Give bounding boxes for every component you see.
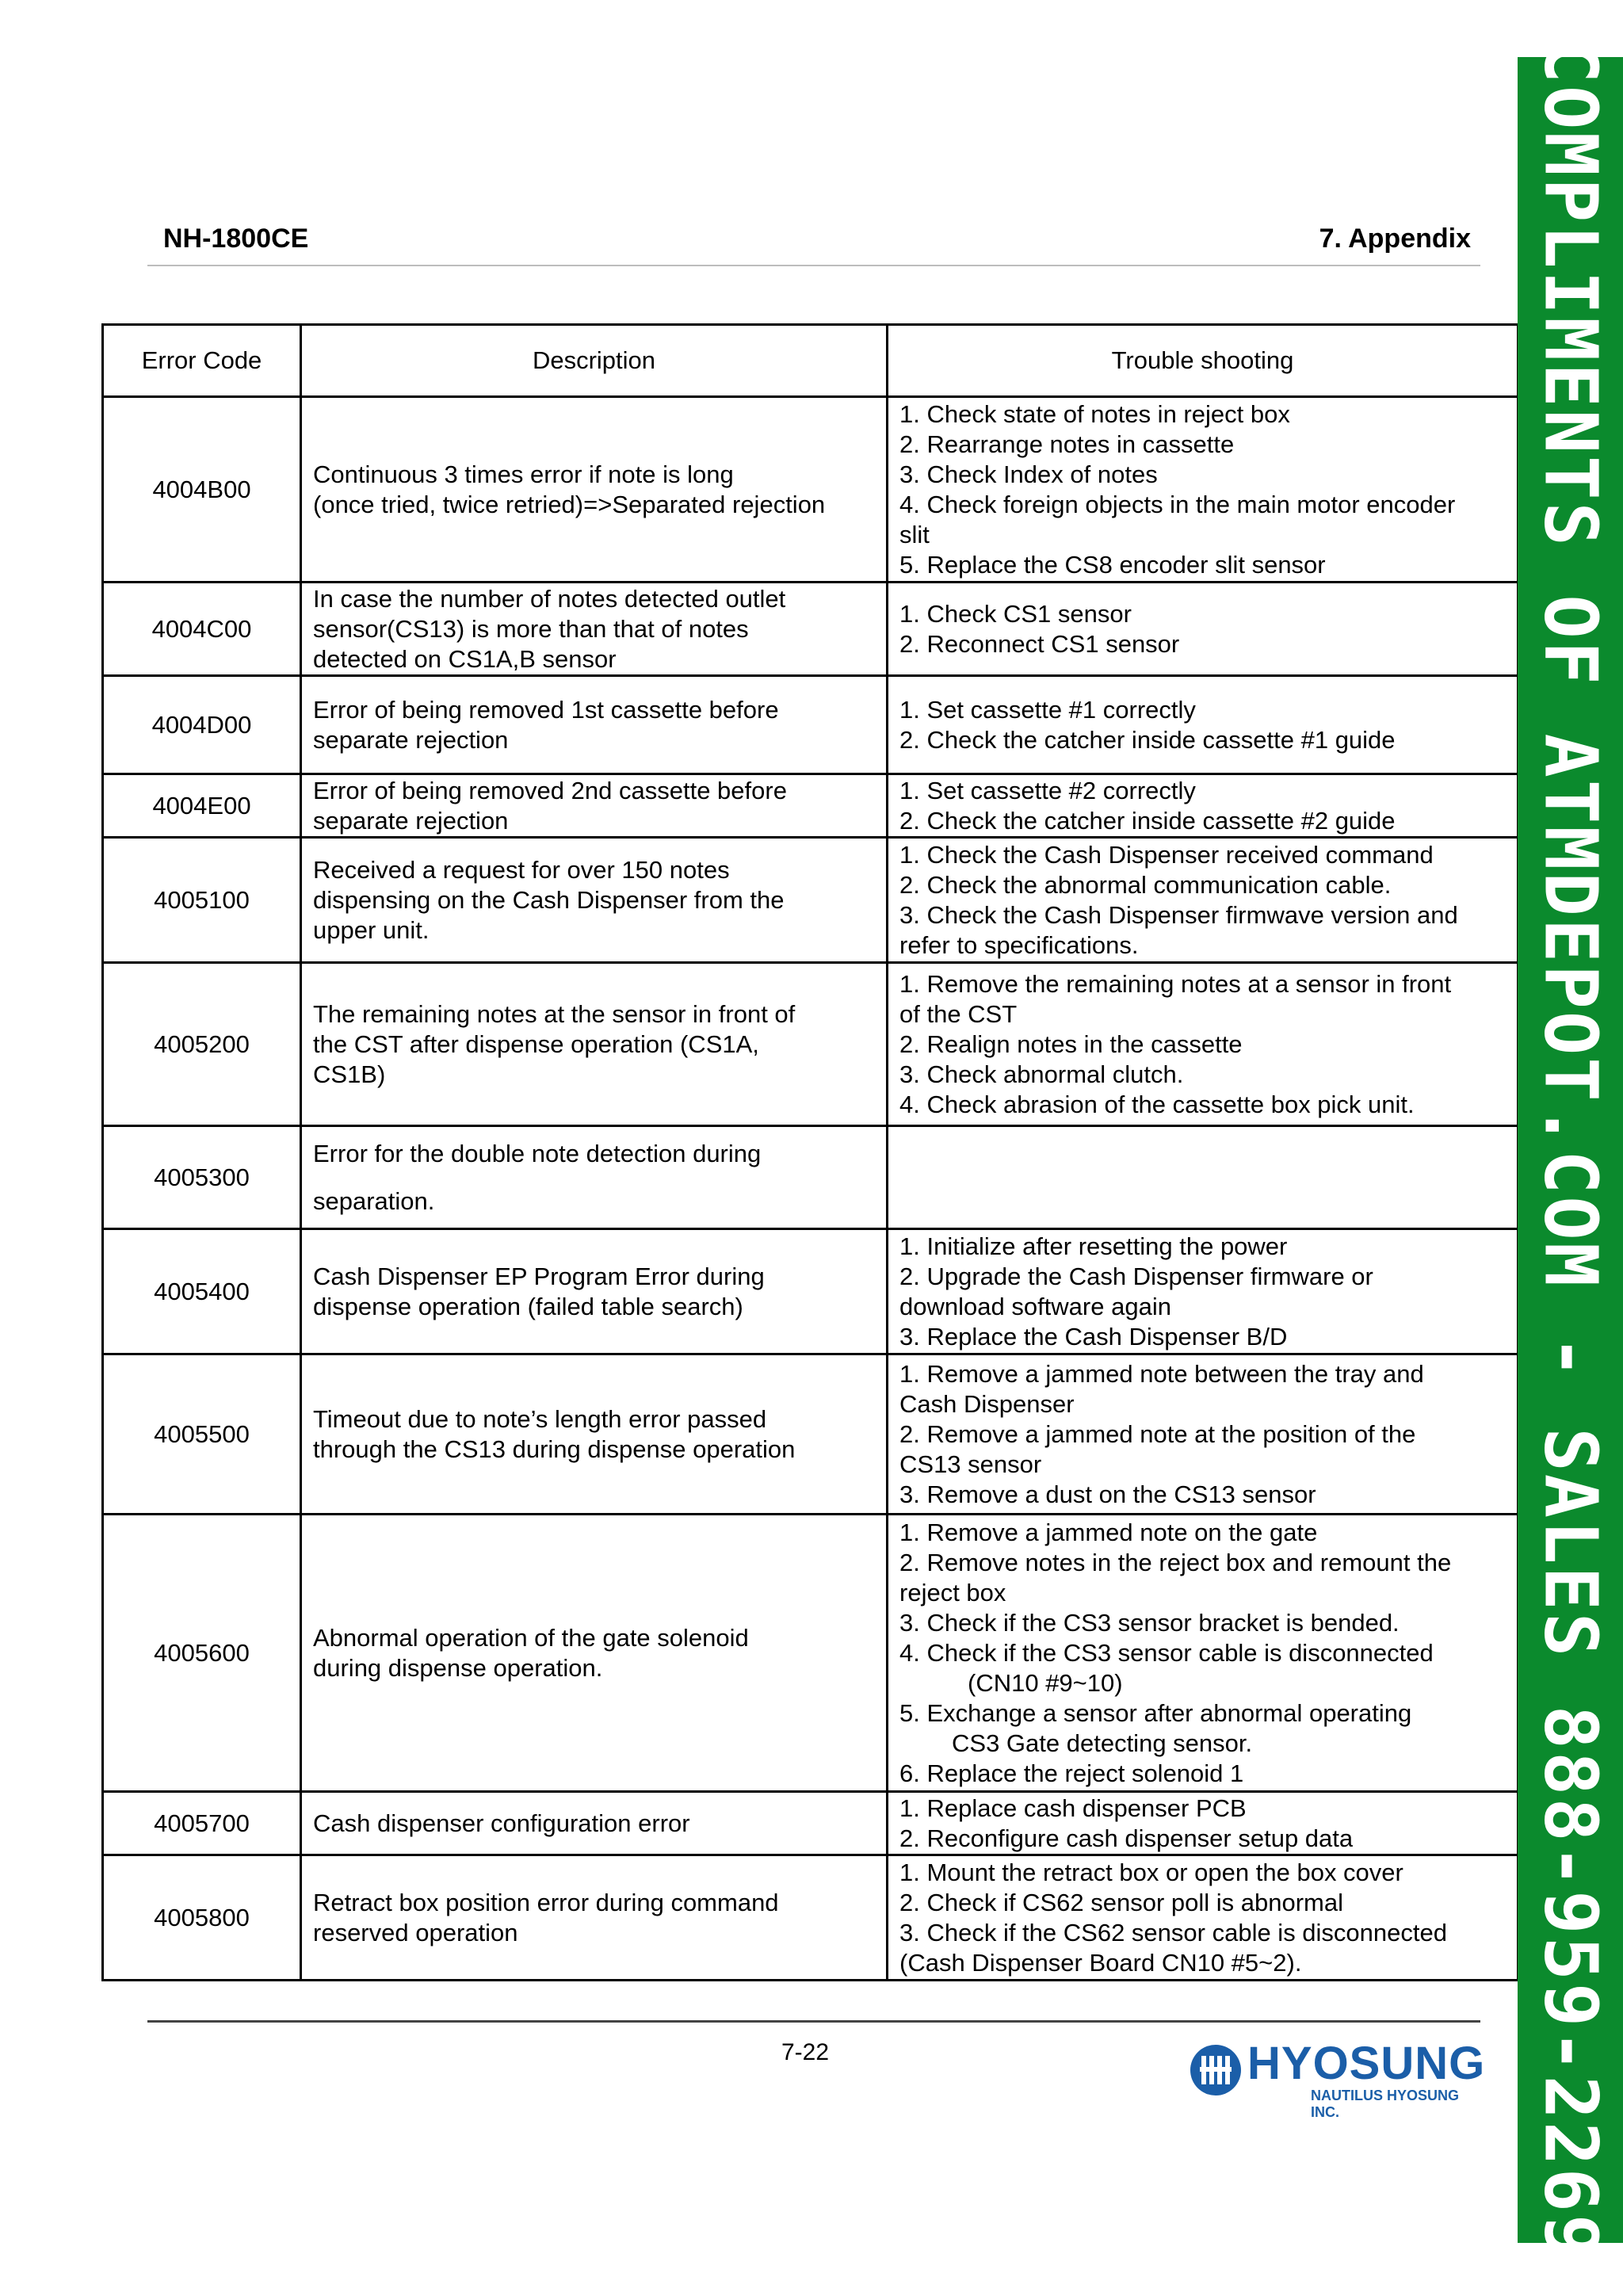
- description-line: through the CS13 during dispense operation: [313, 1435, 796, 1463]
- step-line: 1. Remove a jammed note between the tray and: [899, 1359, 1424, 1388]
- page-header: [147, 223, 1480, 266]
- step-line: 3. Remove a dust on the CS13 sensor: [899, 1480, 1316, 1508]
- table-row: [103, 1354, 1518, 1515]
- error-code: 4005600: [103, 1515, 301, 1792]
- table-row: [103, 774, 1518, 838]
- description-line: dispensing on the Cash Dispenser from the: [313, 885, 785, 914]
- description-line: Timeout due to note’s length error passed: [313, 1404, 767, 1433]
- error-description: [301, 1792, 888, 1855]
- step-line: 5. Exchange a sensor after abnormal operating: [899, 1698, 1412, 1727]
- step-line: 2. Check if CS62 sensor poll is abnormal: [899, 1888, 1343, 1916]
- trouble-shooting: [888, 1855, 1518, 1981]
- step-line: CS3 Gate detecting sensor.: [952, 1729, 1253, 1757]
- step-line: download software again: [899, 1292, 1171, 1320]
- section-title: 7. Appendix: [1319, 223, 1471, 254]
- step-line: 5. Replace the CS8 encoder slit sensor: [899, 550, 1326, 579]
- trouble-shooting: [888, 963, 1518, 1126]
- error-code: 4005700: [103, 1792, 301, 1855]
- table-row: [103, 963, 1518, 1126]
- step-line: 2. Reconnect CS1 sensor: [899, 629, 1180, 658]
- error-code: 4005300: [103, 1126, 301, 1229]
- error-description: [301, 1229, 888, 1354]
- page-number: 7-22: [781, 2039, 830, 2065]
- step-line: 4. Check if the CS3 sensor cable is disconnected: [899, 1638, 1434, 1667]
- error-code: 4004D00: [103, 676, 301, 774]
- table-row: [103, 583, 1518, 676]
- error-description: [301, 963, 888, 1126]
- error-description: [301, 1354, 888, 1515]
- table-row: [103, 397, 1518, 583]
- description-line: In case the number of notes detected outlet: [313, 584, 786, 613]
- error-description: [301, 583, 888, 676]
- promo-text: COMPLIMENTS OF ATMDEPOT.COM - SALES 888-959-2269: [1528, 39, 1613, 2261]
- error-code: 4005100: [103, 838, 301, 963]
- table-row: [103, 1229, 1518, 1354]
- error-description: [301, 676, 888, 774]
- table-row: [103, 1515, 1518, 1792]
- description-line: CS1B): [313, 1060, 386, 1088]
- step-line: 2. Reconfigure cash dispenser setup data: [899, 1824, 1354, 1852]
- step-line: 3. Check if the CS62 sensor cable is disconnected: [899, 1918, 1447, 1946]
- description-line: Cash dispenser configuration error: [313, 1809, 690, 1837]
- error-code: 4005400: [103, 1229, 301, 1354]
- trouble-shooting: [888, 838, 1518, 963]
- description-line: dispense operation (failed table search): [313, 1292, 743, 1320]
- step-line: 1. Check state of notes in reject box: [899, 399, 1290, 428]
- step-line: (CN10 #9~10): [968, 1668, 1123, 1697]
- description-line: The remaining notes at the sensor in front of: [313, 999, 796, 1028]
- step-line: of the CST: [899, 999, 1018, 1028]
- step-line: 1. Check CS1 sensor: [899, 599, 1132, 628]
- table-row: [103, 1792, 1518, 1855]
- description-line: Error for the double note detection during: [313, 1139, 762, 1167]
- description-line: Continuous 3 times error if note is long: [313, 460, 734, 488]
- trouble-shooting: [888, 1354, 1518, 1515]
- error-code: 4004E00: [103, 774, 301, 838]
- hyosung-logo: [1189, 2037, 1486, 2120]
- step-line: 2. Check the catcher inside cassette #2 guide: [899, 806, 1396, 835]
- trouble-shooting: [888, 1515, 1518, 1792]
- step-line: 3. Check the Cash Dispenser firmwave version and: [899, 900, 1458, 929]
- error-code: 4005200: [103, 963, 301, 1126]
- error-description: [301, 1126, 888, 1229]
- step-line: 2. Rearrange notes in cassette: [899, 430, 1235, 458]
- error-code: 4005800: [103, 1855, 301, 1981]
- error-code: 4004B00: [103, 397, 301, 583]
- footer-divider: [147, 2020, 1480, 2023]
- description-line: separate rejection: [313, 806, 509, 835]
- step-line: 1. Replace cash dispenser PCB: [899, 1794, 1247, 1822]
- logo-subtitle: NAUTILUS HYOSUNG INC.: [1311, 2088, 1460, 2120]
- description-line: Abnormal operation of the gate solenoid: [313, 1623, 749, 1652]
- logo-brand: HYOSUNG: [1247, 2038, 1486, 2089]
- error-code-table: [101, 323, 1519, 1981]
- step-line: 1. Remove the remaining notes at a sensor in front: [899, 969, 1452, 998]
- description-line: reserved operation: [313, 1918, 518, 1946]
- description-line: during dispense operation.: [313, 1653, 603, 1682]
- step-line: 1. Set cassette #1 correctly: [899, 695, 1196, 724]
- trouble-shooting-empty: [888, 1126, 1518, 1229]
- description-line: Received a request for over 150 notes: [313, 855, 730, 884]
- step-line: 4. Check abrasion of the cassette box pick unit.: [899, 1090, 1415, 1118]
- table-row: [103, 1855, 1518, 1981]
- column-header-trouble-shooting: Trouble shooting: [888, 325, 1518, 397]
- description-line: sensor(CS13) is more than that of notes: [313, 614, 749, 643]
- description-line: Cash Dispenser EP Program Error during: [313, 1262, 765, 1290]
- step-line: refer to specifications.: [899, 930, 1139, 959]
- trouble-shooting: [888, 774, 1518, 838]
- error-description: [301, 1515, 888, 1792]
- promo-sidebar: [1518, 39, 1623, 2261]
- step-line: CS13 sensor: [899, 1450, 1042, 1478]
- step-line: 2. Remove a jammed note at the position of the: [899, 1419, 1416, 1448]
- step-line: 2. Remove notes in the reject box and remount the: [899, 1548, 1452, 1576]
- error-description: [301, 838, 888, 963]
- description-line: (once tried, twice retried)=>Separated rejection: [313, 490, 826, 518]
- step-line: 3. Check if the CS3 sensor bracket is bended.: [899, 1608, 1400, 1637]
- step-line: 2. Upgrade the Cash Dispenser firmware or: [899, 1262, 1373, 1290]
- step-line: (Cash Dispenser Board CN10 #5~2).: [899, 1948, 1302, 1977]
- step-line: Cash Dispenser: [899, 1389, 1075, 1418]
- step-line: reject box: [899, 1578, 1006, 1606]
- trouble-shooting: [888, 1792, 1518, 1855]
- error-code: 4005500: [103, 1354, 301, 1515]
- error-description: [301, 1855, 888, 1981]
- description-line: the CST after dispense operation (CS1A,: [313, 1030, 759, 1058]
- table-row: [103, 1126, 1518, 1229]
- description-line: Error of being removed 1st cassette before: [313, 695, 779, 724]
- column-header-description: Description: [301, 325, 888, 397]
- description-line: Retract box position error during command: [313, 1888, 779, 1916]
- step-line: 3. Replace the Cash Dispenser B/D: [899, 1322, 1288, 1350]
- step-line: 2. Check the abnormal communication cable.: [899, 870, 1392, 899]
- table-row: [103, 676, 1518, 774]
- trouble-shooting: [888, 397, 1518, 583]
- description-line: detected on CS1A,B sensor: [313, 644, 617, 673]
- step-line: 3. Check abnormal clutch.: [899, 1060, 1184, 1088]
- table-row: [103, 838, 1518, 963]
- description-line: separate rejection: [313, 725, 509, 754]
- trouble-shooting: [888, 1229, 1518, 1354]
- step-line: 1. Set cassette #2 correctly: [899, 776, 1196, 804]
- step-line: 1. Initialize after resetting the power: [899, 1232, 1288, 1260]
- step-line: 1. Remove a jammed note on the gate: [899, 1518, 1318, 1546]
- line-gap: [313, 1169, 875, 1186]
- description-line: upper unit.: [313, 915, 430, 944]
- model-name: NH-1800CE: [163, 223, 309, 254]
- step-line: 2. Realign notes in the cassette: [899, 1030, 1243, 1058]
- error-description: [301, 397, 888, 583]
- column-header-error-code: Error Code: [103, 325, 301, 397]
- hyosung-emblem-icon: [1189, 2038, 1252, 2102]
- step-line: 4. Check foreign objects in the main motor encoder: [899, 490, 1456, 518]
- description-line: separation.: [313, 1186, 435, 1215]
- error-code: 4004C00: [103, 583, 301, 676]
- trouble-shooting: [888, 676, 1518, 774]
- step-line: 2. Check the catcher inside cassette #1 guide: [899, 725, 1396, 754]
- step-line: 1. Check the Cash Dispenser received command: [899, 840, 1434, 869]
- table-header-row: [103, 325, 1518, 397]
- step-line: 1. Mount the retract box or open the box cover: [899, 1858, 1403, 1886]
- step-line: slit: [899, 520, 930, 548]
- step-line: 6. Replace the reject solenoid 1: [899, 1759, 1244, 1787]
- description-line: Error of being removed 2nd cassette before: [313, 776, 787, 804]
- step-line: 3. Check Index of notes: [899, 460, 1158, 488]
- trouble-shooting: [888, 583, 1518, 676]
- error-description: [301, 774, 888, 838]
